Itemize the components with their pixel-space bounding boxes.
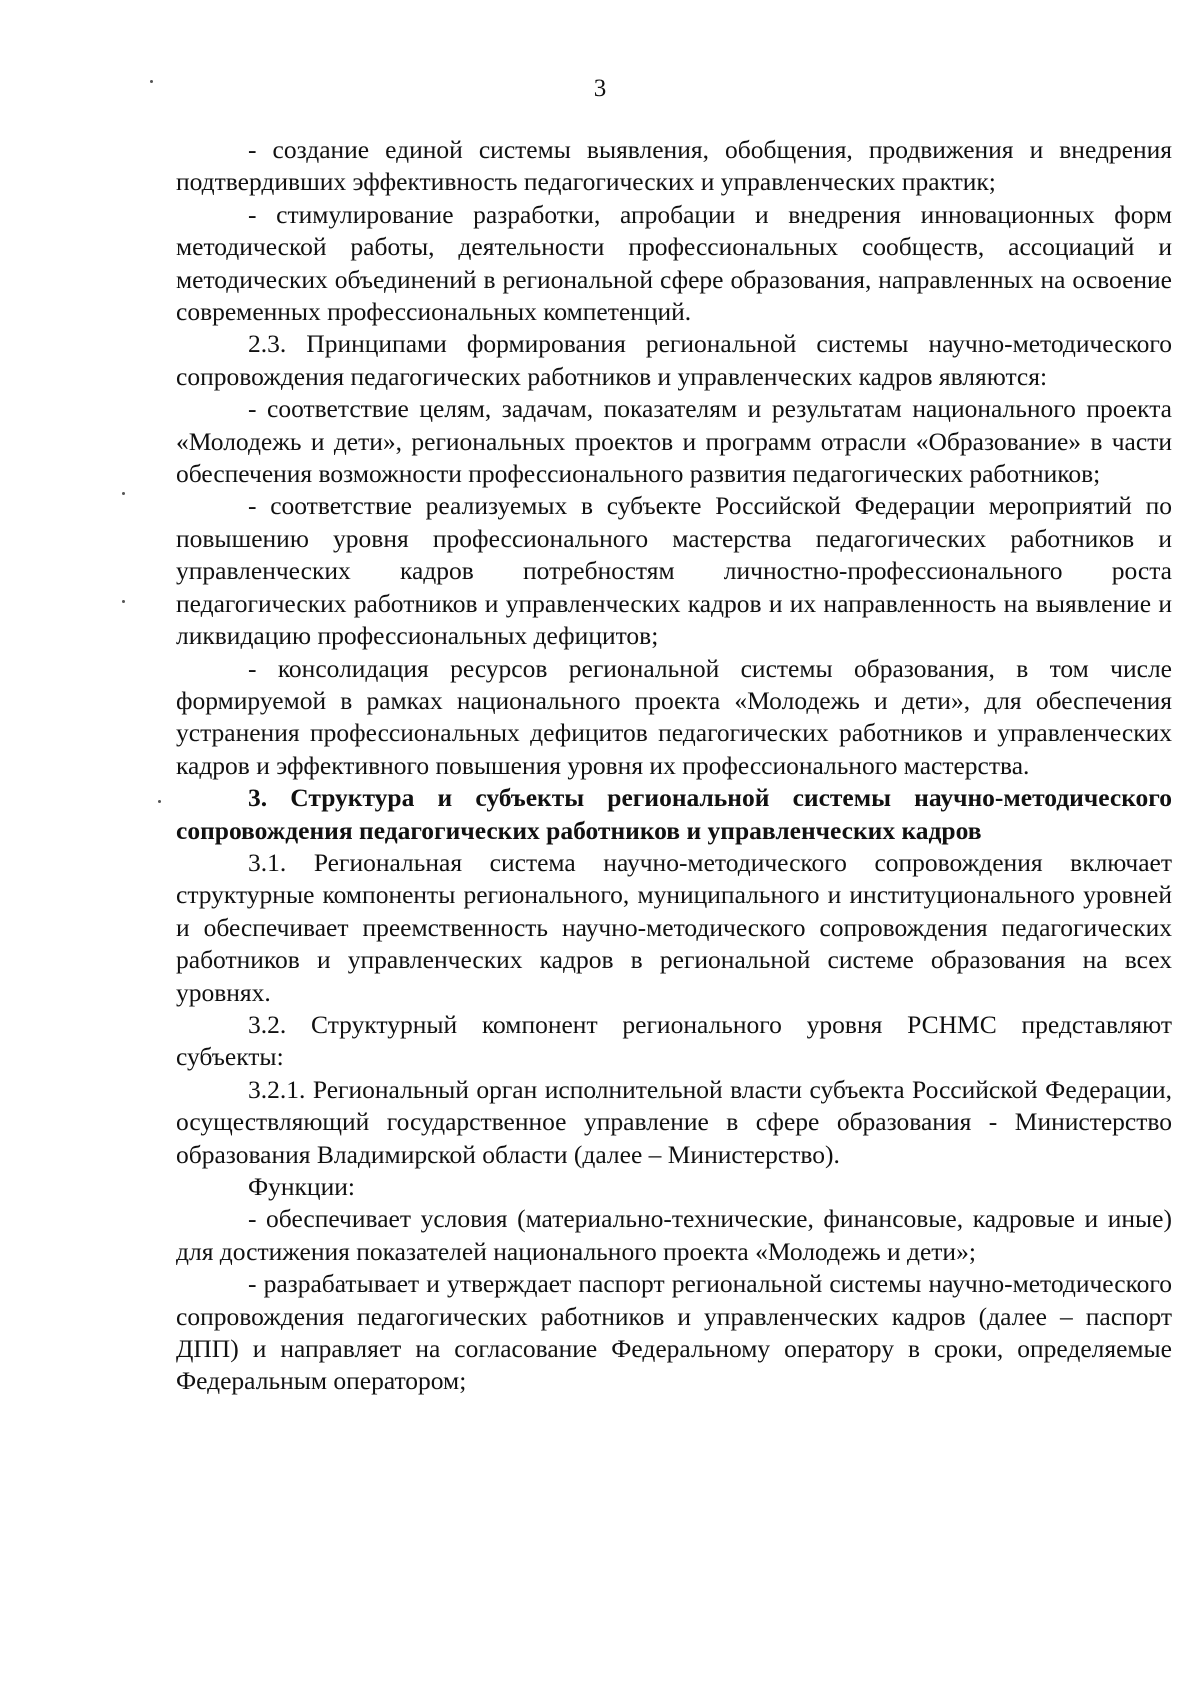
scan-speck: [122, 600, 125, 603]
paragraph: Функции:: [248, 1172, 355, 1201]
scan-speck: [158, 800, 161, 803]
paragraph: - консолидация ресурсов региональной системы образования, в том числе формируемой в рамках национального проекта «Молодежь и дети», для обеспечения устранения профессиональных дефицитов педагогических работников и управленческих кадров и эффективного повышения уровня их профессионального мастерства.: [176, 653, 1172, 780]
page-number: 3: [593, 75, 607, 102]
paragraph: - соответствие целям, задачам, показателям и результатам национального проекта «Молодежь и дети», региональных проектов и программ отрасли «Образование» в части обеспечения возможности профессионального развития педагогических работников;: [176, 394, 1172, 489]
paragraph: - разрабатывает и утверждает паспорт региональной системы научно-методического сопровождения педагогических работников и управленческих кадров (далее – паспорт ДПП) и направляет на согласование Федеральному оператору в сроки, определяемые Федеральным оператором;: [176, 1269, 1172, 1396]
section-heading: 3. Структура и субъекты региональной системы научно-методического сопровождения педагогических работников и управленческих кадров: [176, 783, 1172, 845]
paragraph: 2.3. Принципами формирования региональной системы научно-методического сопровождения педагогических работников и управленческих кадров являются:: [176, 329, 1172, 391]
paragraph: 3.1. Региональная система научно-методического сопровождения включает структурные компоненты регионального, муниципального и институционального уровней и обеспечивает преемственность научно-методического сопровождения педагогических работников и управленческих кадров в региональной системе образования на всех уровнях.: [176, 847, 1172, 1007]
paragraph: 3.2. Структурный компонент регионального уровня РСНМС представляют субъекты:: [176, 1009, 1172, 1072]
scan-speck: [122, 492, 125, 495]
paragraph: - соответствие реализуемых в субъекте Российской Федерации мероприятий по повышению уровня профессионального мастерства педагогических работников и управленческих кадров потребностям личностно-профессионального роста педагогических работников и управленческих кадров и их направленность на выявление и ликвидацию профессиональных дефицитов;: [176, 491, 1172, 651]
paragraph: - стимулирование разработки, апробации и внедрения инновационных форм методической работы, деятельности профессиональных сообществ, ассоциаций и методических объединений в региональной сфере образования, направленных на освоение современных профессиональных компетенций.: [176, 199, 1172, 327]
paragraph: 3.2.1. Региональный орган исполнительной власти субъекта Российской Федерации, осуществляющий государственное управление в сфере образования - Министерство образования Владимирской области (далее – Министерство).: [176, 1074, 1172, 1169]
document-body: [176, 134, 1172, 1398]
paragraph: - обеспечивает условия (материально-технические, финансовые, кадровые и иные) для достижения показателей национального проекта «Молодежь и дети»;: [176, 1204, 1172, 1266]
paragraph: - создание единой системы выявления, обобщения, продвижения и внедрения подтвердивших эффективность педагогических и управленческих практик;: [176, 135, 1172, 197]
